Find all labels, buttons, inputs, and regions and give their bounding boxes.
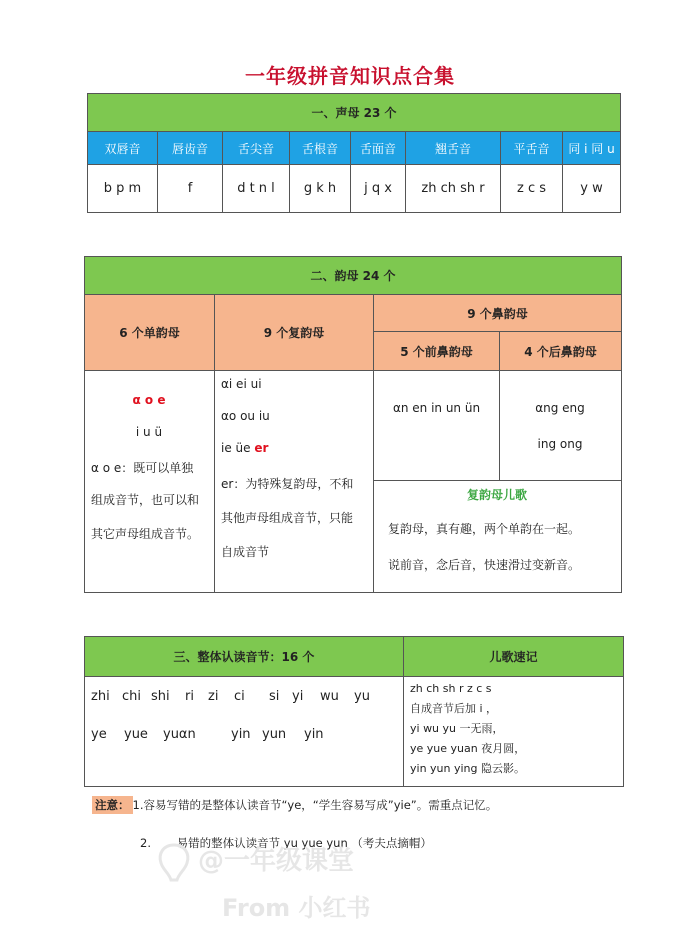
back-nasal-line: ing ong: [537, 436, 583, 451]
initials-value: zh ch sh r: [406, 165, 501, 213]
rhyme-line: yi wu yu 一无雨，: [410, 721, 504, 735]
finals-table: [84, 256, 622, 593]
rhyme-line: 自成音节后加 i ，: [410, 701, 498, 715]
single-finals-header: 6 个单韵母: [85, 295, 215, 371]
initials-col-labiodental: 唇齿音: [158, 132, 223, 165]
note-1: [92, 797, 497, 813]
syllable: yun: [262, 726, 287, 742]
finals-song-line: 复韵母，真有趣，两个单韵在一起。: [388, 521, 581, 536]
initials-value: b p m: [88, 165, 158, 213]
syllable: yin: [231, 726, 251, 742]
rhyme-line: yin yun ying 隐云影。: [410, 761, 526, 775]
rhyme-header: 儿歌速记: [404, 637, 624, 677]
compound-finals-cell: [215, 371, 374, 593]
syllable: si: [269, 688, 280, 704]
whole-syllables-cell: [85, 677, 404, 787]
compound-finals-note: er：为特殊复韵母，不和: [221, 476, 354, 491]
compound-finals-line: ie üe: [221, 440, 251, 455]
syllable: yin: [304, 726, 324, 742]
note-1-text: 1.容易写错的是整体认读音节“ye，“学生容易写成”yie”。需重点记忆。: [132, 798, 498, 812]
syllable: ci: [234, 688, 245, 704]
back-nasal-line: αng eng: [535, 400, 585, 415]
finals-song-title: 复韵母儿歌: [466, 487, 527, 502]
single-finals-red: α o e: [132, 392, 166, 407]
compound-finals-line: αi ei ui: [221, 376, 262, 391]
syllable: zhi: [91, 688, 110, 704]
page-title: 一年级拼音知识点合集: [245, 64, 455, 88]
syllable: yue: [124, 726, 148, 742]
single-finals-note: 组成音节，也可以和: [91, 492, 200, 507]
special-final-er: er: [254, 440, 269, 455]
rhyme-line: zh ch sh r z c s: [410, 681, 492, 695]
initials-value: z c s: [501, 165, 563, 213]
syllable: yu: [354, 688, 370, 704]
finals-song-cell: [374, 481, 622, 593]
front-nasal-header: 5 个前鼻韵母: [374, 332, 500, 371]
note-tag: 注意：: [92, 796, 133, 814]
syllable: ri: [185, 688, 194, 704]
syllable: zi: [208, 688, 219, 704]
syllable: shi: [151, 688, 170, 704]
syllable: wu: [320, 688, 339, 704]
initials-col-retroflex: 翘舌音: [406, 132, 501, 165]
initials-value: d t n l: [223, 165, 290, 213]
compound-finals-line: αo ou iu: [221, 408, 270, 423]
initials-col-bilabial: 双唇音: [88, 132, 158, 165]
front-nasal-cell: αn en in un ün: [374, 371, 500, 481]
initials-value: g k h: [290, 165, 351, 213]
initials-table: [87, 93, 621, 213]
initials-col-alveolar: 舌尖音: [223, 132, 290, 165]
single-finals-cell: [85, 371, 215, 593]
rhyme-cell: [404, 677, 624, 787]
compound-finals-note: 其他声母组成音节，只能: [221, 510, 354, 525]
initials-value: j q x: [351, 165, 406, 213]
note-2-number: 2.: [140, 836, 151, 850]
initials-col-palatal: 舌面音: [351, 132, 406, 165]
single-finals-note: 其它声母组成音节。: [91, 526, 200, 541]
watermark-logo-icon: [155, 842, 193, 884]
single-finals-line2: i u ü: [135, 424, 163, 439]
initials-value: f: [158, 165, 223, 213]
initials-header: 一、声母 23 个: [88, 94, 621, 132]
initials-col-semivowel: 同 i 同 u: [563, 132, 621, 165]
finals-song-line: 说前音，念后音，快速滑过变新音。: [388, 557, 581, 572]
initials-col-velar: 舌根音: [290, 132, 351, 165]
initials-value: y w: [563, 165, 621, 213]
note-2-text: 易错的整体认读音节 yu yue yun （考夫点摘帽）: [176, 836, 432, 850]
initials-col-dental: 平舌音: [501, 132, 563, 165]
nasal-finals-header: 9 个鼻韵母: [374, 295, 622, 332]
watermark-line-2: From 小红书: [222, 894, 371, 922]
watermark-line-1: @一年级课堂: [198, 846, 355, 876]
rhyme-line: ye yue yuan 夜月圆，: [410, 741, 526, 755]
whole-syllables-table: [84, 636, 624, 787]
syllable: yuαn: [163, 726, 196, 742]
compound-finals-note: 自成音节: [221, 544, 270, 559]
syllable: chi: [122, 688, 141, 704]
single-finals-note: α o e：既可以单独: [91, 460, 194, 475]
syllable: ye: [91, 726, 107, 742]
finals-header: 二、韵母 24 个: [85, 257, 622, 295]
back-nasal-cell: [500, 371, 622, 481]
whole-syllables-header: 三、整体认读音节：16 个: [85, 637, 404, 677]
compound-finals-header: 9 个复韵母: [215, 295, 374, 371]
syllable: yi: [292, 688, 304, 704]
back-nasal-header: 4 个后鼻韵母: [500, 332, 622, 371]
